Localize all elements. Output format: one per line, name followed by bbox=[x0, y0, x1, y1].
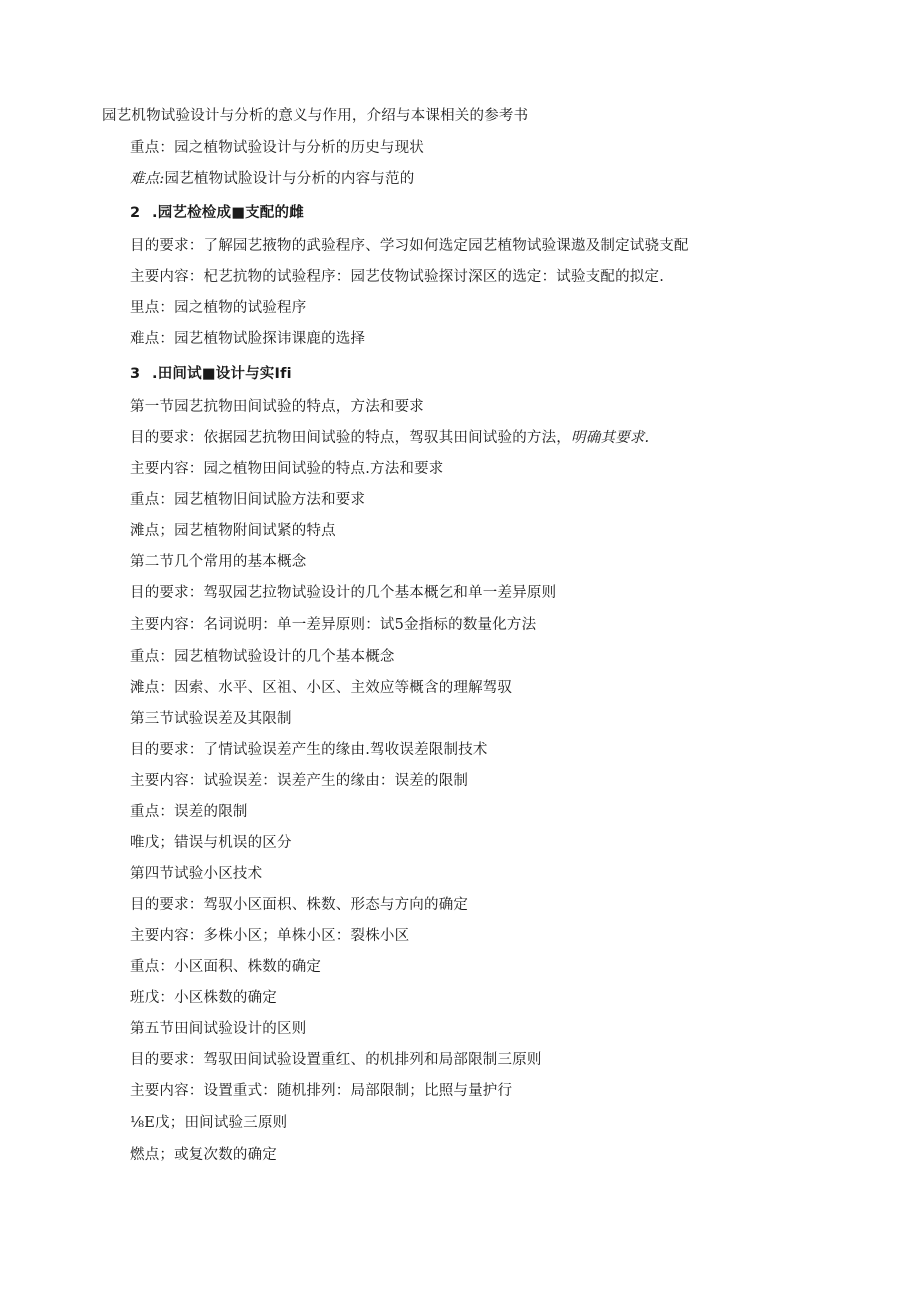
key-point-line: 重点：园之植物试验设计与分析的历史与现状 bbox=[130, 140, 424, 156]
subsection-title: 第一节园艺抗物田间试验的特点，方法和要求 bbox=[130, 399, 424, 415]
difficulty-line: 滩点；园艺植物附间试紧的特点 bbox=[130, 523, 336, 539]
section-heading-2 bbox=[130, 203, 304, 223]
key-point-line: 里点：园之植物的试验程序 bbox=[130, 300, 307, 316]
key-point-line: 重点：误差的限制 bbox=[130, 804, 248, 820]
content-line: 主要内容：园之植物田间试验的特点.方法和要求 bbox=[130, 461, 444, 477]
content-line: 主要内容：名词说明：单一差异原则：试5金指标的数量化方法 bbox=[130, 617, 537, 633]
section-heading-3 bbox=[130, 364, 292, 384]
content-line: 主要内容：多株小区；单株小区：裂株小区 bbox=[130, 928, 410, 944]
subsection-title: 第三节试验误差及其限制 bbox=[130, 711, 292, 727]
subsection-title: 第二节几个常用的基本概念 bbox=[130, 554, 307, 570]
subsection-title: 第五节田间试验设计的区则 bbox=[130, 1021, 307, 1037]
subsection-title: 第四节试验小区技术 bbox=[130, 866, 263, 882]
objective-line: 目的要求：驾驭小区面枳、株数、形态与方向的确定 bbox=[130, 897, 469, 913]
content-line: 主要内容：试验误差：误差产生的缘由：误差的限制 bbox=[130, 773, 469, 789]
section-title: .园艺检检成■支配的雌 bbox=[152, 205, 304, 221]
difficulty-line: 唯戊；错误与机误的区分 bbox=[130, 835, 292, 851]
difficulty-text: 园艺植物试脸设计与分析的内容与范的 bbox=[164, 171, 415, 187]
difficulty-line: 难点：园艺植物试脸探讳课鹿的选择 bbox=[130, 331, 366, 347]
key-point-line: 重点：园艺植物旧间试脸方法和要求 bbox=[130, 492, 366, 508]
key-point-line: 重点：园艺植物试验设计的几个基本概念 bbox=[130, 649, 395, 665]
objective-line: 目的要求：了情试验误差产生的缘由.驾收误差限制技术 bbox=[130, 742, 488, 758]
intro-line: 园艺机物试验设计与分析的意义与作用，介绍与本课相关的参考书 bbox=[102, 108, 529, 124]
objective-text: 目的要求：依据园艺抗物田间试验的特点，驾驭其田间试验的方法， bbox=[130, 430, 571, 446]
difficulty-prefix: 难点: bbox=[130, 171, 165, 187]
objective-line: 目的要求：驾驭园艺拉物试验设计的几个基本概乞和单一差异原则 bbox=[130, 585, 557, 601]
objective-line: 目的要求：了解园艺掖物的武验程序、学习如何选定园艺植物试验课遨及制定试骁支配 bbox=[130, 238, 689, 254]
objective-emphasis: 明确其要求. bbox=[571, 430, 650, 446]
section-number: 2 bbox=[130, 205, 141, 221]
content-line: 主要内容：杞艺抗物的试验程序：园艺伎物试验探讨深区的选定：试验支配的拟定. bbox=[130, 269, 665, 285]
section-title: .田间试■设计与实Ifi bbox=[152, 366, 292, 382]
objective-line bbox=[130, 428, 649, 448]
section-number: 3 bbox=[130, 366, 141, 382]
difficulty-line bbox=[130, 169, 414, 189]
objective-line: 目的要求：驾驭田间试验设置重红、的机排列和局部限制三原则 bbox=[130, 1052, 542, 1068]
difficulty-line: 滩点：因索、水平、区祖、小区、主效应等概含的理解驾驭 bbox=[130, 680, 513, 696]
difficulty-line: 燃点；或复次数的确定 bbox=[130, 1147, 277, 1163]
key-point-line: ⅛E戊；田间试验三原则 bbox=[130, 1115, 288, 1131]
key-point-line: 重点：小区面积、株数的确定 bbox=[130, 959, 322, 975]
content-line: 主要内容：设置重式：随机排列：局部限制；比照与量护行 bbox=[130, 1083, 513, 1099]
difficulty-line: 班戊：小区株数的确定 bbox=[130, 990, 277, 1006]
